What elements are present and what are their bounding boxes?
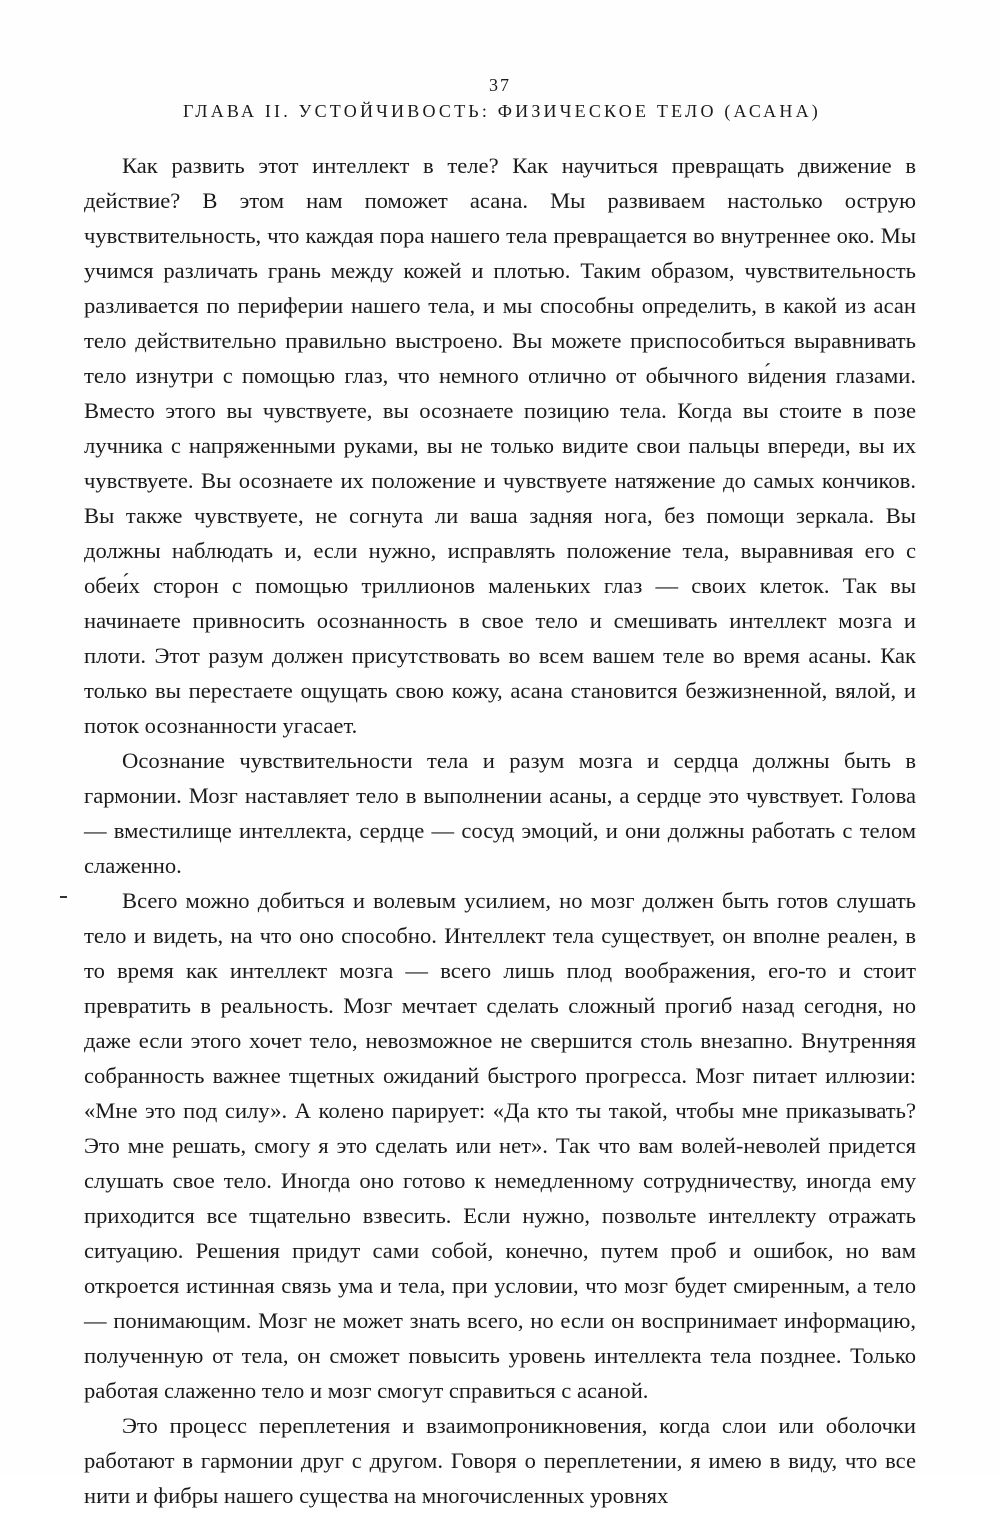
chapter-title: ГЛАВА II. УСТОЙЧИВОСТЬ: ФИЗИЧЕСКОЕ ТЕЛО (АСАНА) — [183, 101, 821, 121]
running-head — [0, 74, 1000, 124]
paragraph: Как развить этот интеллект в теле? Как научиться превращать движение в действие? В этом нам поможет асана. Мы развиваем настолько острую чувствительность, что каждая пора нашего тела превращается во внутреннее око. Мы учимся различать грань между кожей и плотью. Таким образом, чувствительность разливается по периферии нашего тела, и мы способны определить, в какой из асан тело действительно правильно выстроено. Вы можете приспособиться выравнивать тело изнутри с помощью глаз, что немного отлично от обычного ви́дения глазами. Вместо этого вы чувствуете, вы осознаете позицию тела. Когда вы стоите в позе лучника с напряженными руками, вы не только видите свои пальцы впереди, вы их чувствуете. Вы осознаете их положение и чувствуете натяжение до самых кончиков. Вы также чувствуете, не согнута ли ваша задняя нога, без помощи зеркала. Вы должны наблюдать и, если нужно, исправлять положение тела, выравнивая его с обеи́х сторон с помощью триллионов маленьких глаз — своих клеток. Так вы начинаете привносить осознанность в свое тело и смешивать интеллект мозга и плоти. Этот разум должен присутствовать во всем вашем теле во время асаны. Как только вы перестаете ощущать свою кожу, асана становится безжизненной, вялой, и поток осознанности угасает. — [84, 153, 916, 738]
paragraph: Всего можно добиться и волевым усилием, но мозг должен быть готов слушать тело и видеть, на что оно способно. Интеллект тела существует, он вполне реален, в то время как интеллект мозга — всего лишь плод воображения, его-то и стоит превратить в реальность. Мозг мечтает сделать сложный прогиб назад сегодня, но даже если этого хочет тело, невозможное не свершится столь внезапно. Внутренняя собранность важнее тщетных ожиданий быстрого прогресса. Мозг питает иллюзии: «Мне это под силу». А колено парирует: «Да кто ты такой, чтобы мне приказывать? Это мне решать, смогу я это сделать или нет». Так что вам волей-неволей придется слушать свое тело. Иногда оно готово к немедленному сотрудничеству, иногда ему приходится все тщательно взвесить. Если нужно, позвольте интеллекту отражать ситуацию. Решения придут сами собой, конечно, путем проб и ошибок, но вам откроется истинная связь ума и тела, при условии, что мозг будет смиренным, а тело — понимающим. Мозг не может знать всего, но если он воспринимает информацию, полученную от тела, он сможет повысить уровень интеллекта тела позднее. Только работая слаженно тело и мозг смогут справиться с асаной. — [84, 888, 916, 1403]
margin-mark — [60, 896, 67, 898]
paragraph: Это процесс переплетения и взаимопроникновения, когда слои или оболочки работают в гармонии друг с другом. Говоря о переплетении, я имею в виду, что все нити и фибры нашего существа на многочисленных уровнях — [84, 1413, 916, 1508]
body-text — [84, 148, 916, 1513]
paragraph: Осознание чувствительности тела и разум мозга и сердца должны быть в гармонии. Мозг наставляет тело в выполнении асаны, а сердце это чувствует. Голова — вместилище интеллекта, сердце — сосуд эмоций, и они должны работать с телом слаженно. — [84, 748, 916, 878]
page-number: 37 — [489, 75, 511, 95]
